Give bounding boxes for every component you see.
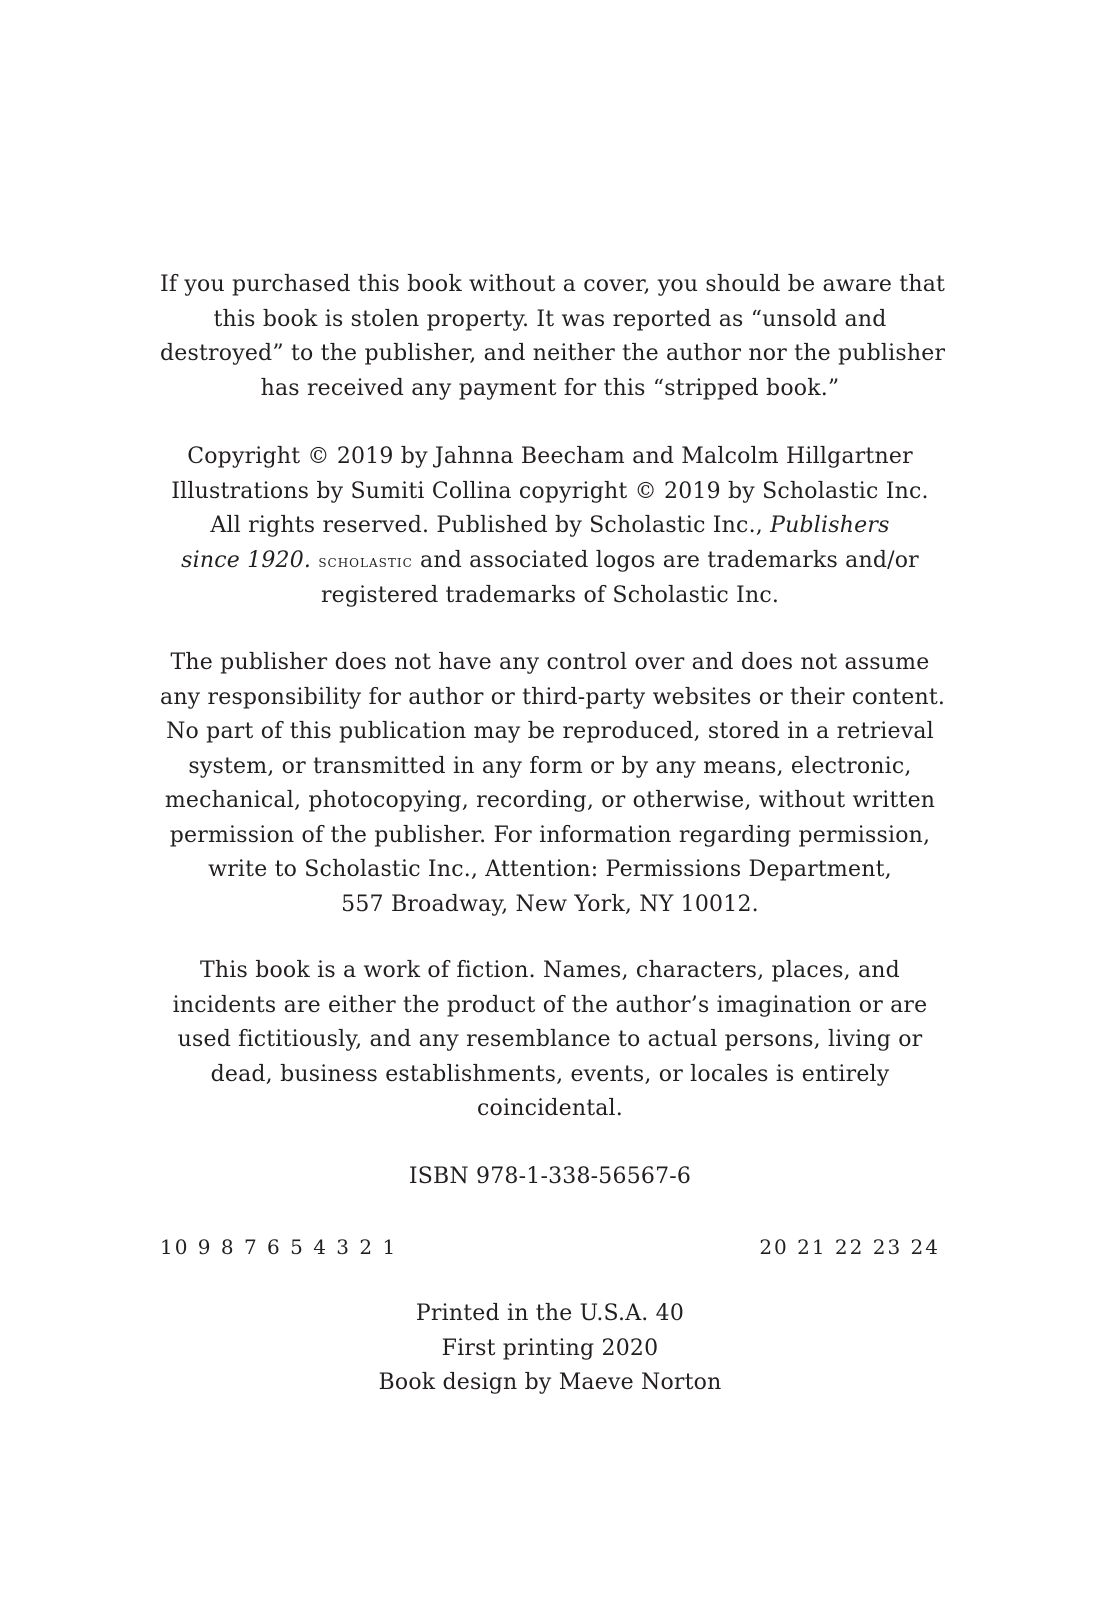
copyright-notice	[160, 440, 940, 614]
book-design-line: Book design by Maeve Norton	[378, 1370, 722, 1395]
publishers-italic: Publishers	[770, 513, 890, 538]
illustrations-copyright-line: Illustrations by Sumiti Collina copyright © 2019 by Scholastic Inc.	[171, 478, 929, 504]
printing-number-line	[160, 1230, 940, 1264]
publisher-disclaimer	[160, 646, 946, 922]
rights-reserved-text: All rights reserved. Published by Scholastic Inc.,	[210, 513, 771, 538]
stolen-notice-line: destroyed” to the publisher, and neither the author nor the publisher	[160, 341, 946, 366]
stolen-book-notice	[160, 268, 946, 406]
fiction-notice	[160, 954, 940, 1127]
disclaimer-line: mechanical, photocopying, recording, or otherwise, without written	[164, 788, 936, 813]
fiction-notice-line: This book is a work of fiction. Names, characters, places, and	[200, 958, 900, 983]
stolen-notice-line: this book is stolen property. It was reported as “unsold and	[213, 306, 887, 332]
fiction-notice-line: incidents are either the product of the author’s imagination or are	[172, 992, 928, 1018]
trademark-text: and associated logos are trademarks and/or	[412, 547, 919, 573]
disclaimer-line: any responsibility for author or third-party websites or their content.	[160, 684, 946, 710]
disclaimer-line: system, or transmitted in any form or by any means, electronic,	[188, 753, 912, 779]
printing-info	[160, 1297, 940, 1401]
fiction-notice-line: coincidental.	[477, 1096, 623, 1121]
registered-trademark-line: registered trademarks of Scholastic Inc.	[320, 583, 780, 608]
fiction-notice-line: used fictitiously, and any resemblance to actual persons, living or	[177, 1027, 923, 1052]
copyright-line: Copyright © 2019 by Jahnna Beecham and Malcolm Hillgartner	[187, 444, 913, 469]
stolen-notice-line: If you purchased this book without a cover, you should be aware that	[160, 272, 946, 297]
disclaimer-line: 557 Broadway, New York, NY 10012.	[341, 891, 759, 917]
disclaimer-line: The publisher does not have any control over and does not assume	[170, 650, 930, 675]
since-year-italic: since 1920.	[181, 547, 312, 573]
disclaimer-line: write to Scholastic Inc., Attention: Permissions Department,	[208, 857, 892, 882]
disclaimer-line: permission of the publisher. For information regarding permission,	[169, 822, 931, 848]
print-run-numbers: 10 9 8 7 6 5 4 3 2 1	[160, 1235, 398, 1259]
rights-reserved-line	[160, 509, 940, 544]
first-printing-line: First printing 2020	[441, 1335, 659, 1361]
isbn	[160, 1160, 940, 1195]
scholastic-smallcaps: scholastic	[318, 551, 413, 572]
print-year-numbers: 20 21 22 23 24	[759, 1235, 940, 1259]
isbn-number: ISBN 978-1-338-56567-6	[408, 1164, 692, 1189]
stolen-notice-line: has received any payment for this “stripped book.”	[260, 375, 840, 401]
trademark-line	[160, 544, 940, 580]
fiction-notice-line: dead, business establishments, events, or locales is entirely	[210, 1061, 890, 1087]
printed-in-line: Printed in the U.S.A. 40	[415, 1301, 685, 1326]
disclaimer-line: No part of this publication may be reproduced, stored in a retrieval	[166, 719, 934, 744]
